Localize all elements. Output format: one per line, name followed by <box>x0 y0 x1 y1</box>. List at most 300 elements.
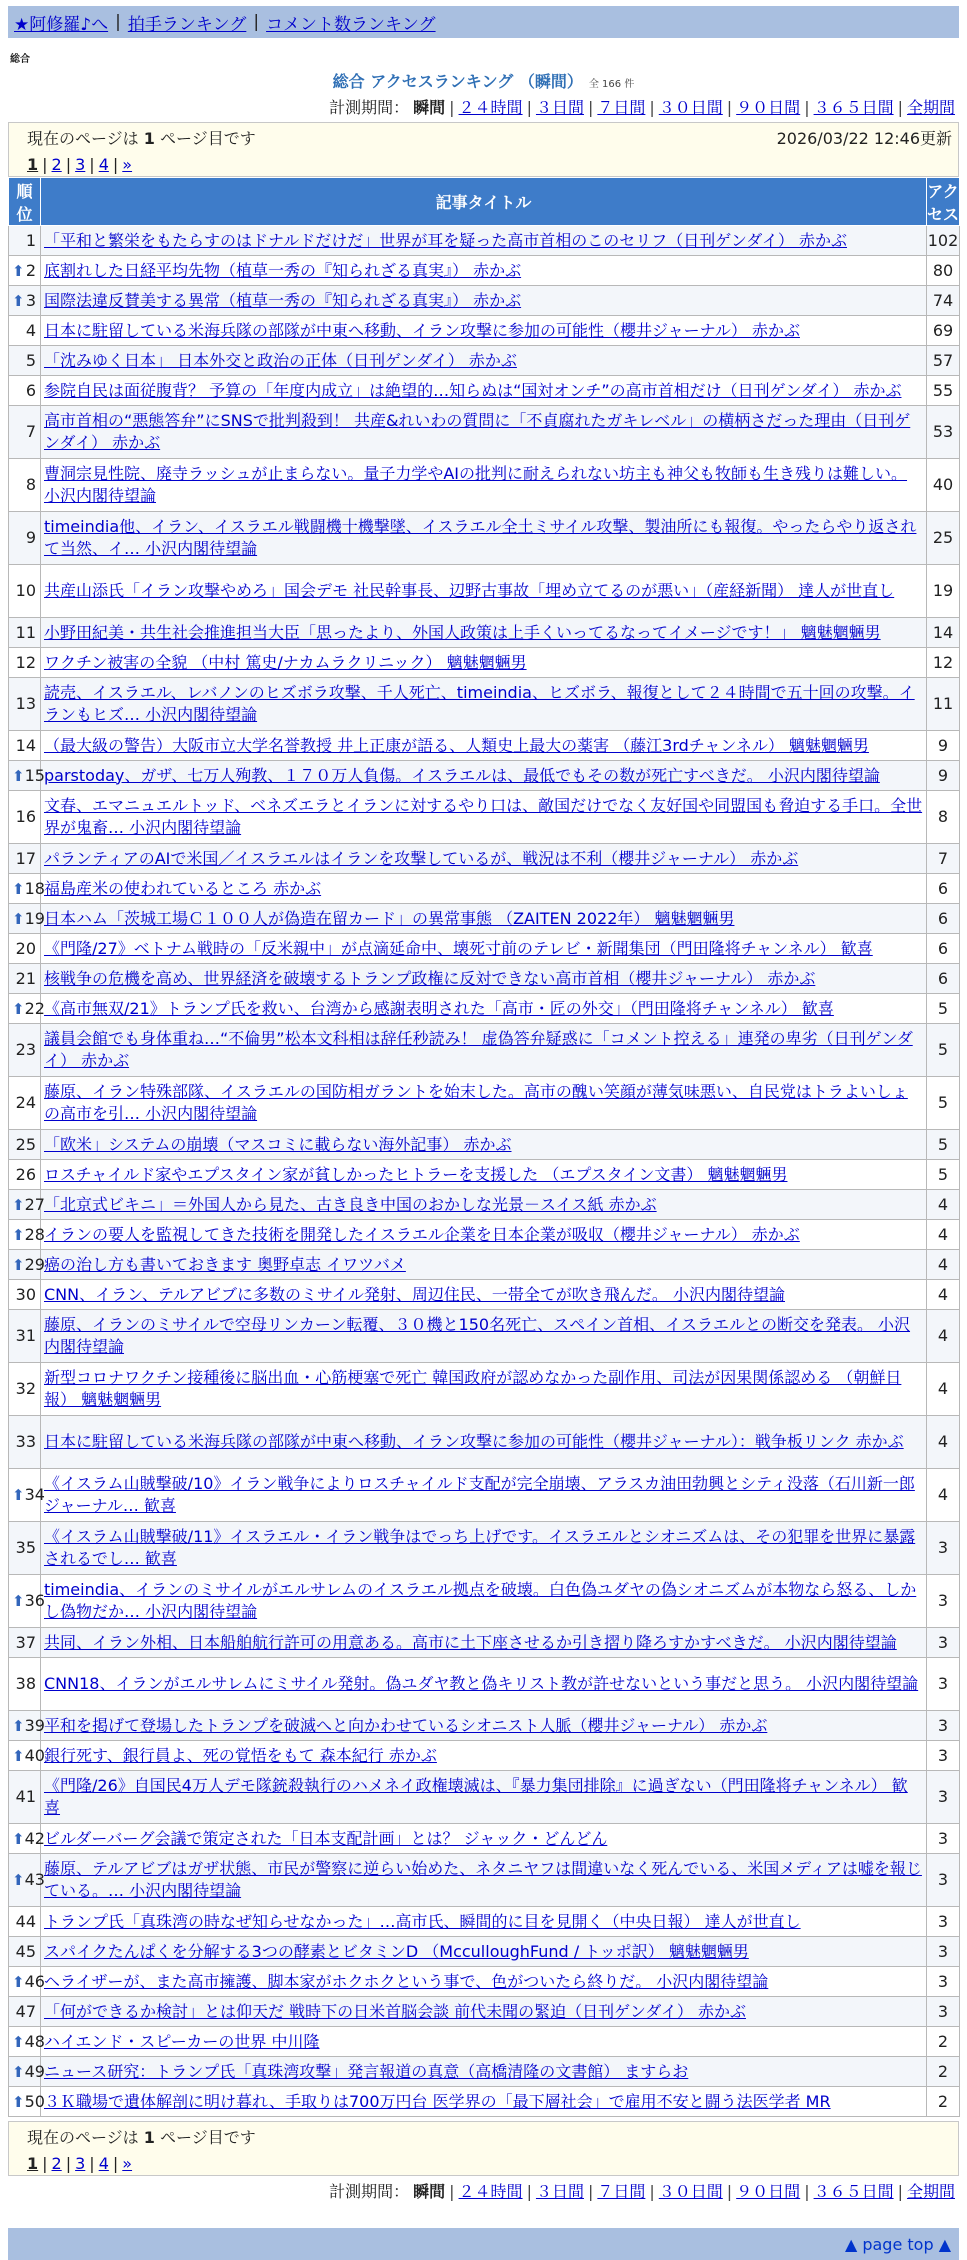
title-cell <box>41 316 927 346</box>
rank-up-arrow-icon: ⬆ <box>12 1746 25 1765</box>
title-cell <box>41 1077 927 1130</box>
article-link[interactable]: 日本に駐留している米海兵隊の部隊が中東へ移動、イラン攻撃に参加の可能性（櫻井ジャーナル）：戦争板リンク 赤かぶ <box>44 1432 904 1451</box>
access-count: 5 <box>927 1160 960 1190</box>
title-cell <box>41 1130 927 1160</box>
access-count: 4 <box>927 1363 960 1416</box>
period-selector-bottom <box>8 2179 959 2202</box>
title-cell <box>41 1024 927 1077</box>
rank-up-arrow-icon: ⬆ <box>12 999 25 1018</box>
table-row <box>9 1771 960 1824</box>
access-count: 69 <box>927 316 960 346</box>
table-row <box>9 1741 960 1771</box>
period-link[interactable]: ７日間 <box>597 2182 646 2201</box>
rank-number: 31 <box>15 1326 36 1345</box>
access-count: 102 <box>927 226 960 256</box>
rank-up-arrow-icon: ⬆ <box>12 2032 25 2051</box>
article-link[interactable]: 藤原、テルアビブはガザ状態、市民が警察に逆らい始めた、ネタニヤフは間違いなく死んでいる、米国メディアは嘘を報じている。… 小沢内閣待望論 <box>44 1859 922 1900</box>
article-link[interactable]: timeindia、イランのミサイルがエルサレムのイスラエル拠点を破壊。白色偽ユダヤの偽シオニズムが本物なら怒る、しかし偽物だか… 小沢内閣待望論 <box>44 1580 917 1621</box>
title-cell <box>41 934 927 964</box>
rank-cell <box>9 1658 41 1711</box>
period-separator: | <box>649 2182 655 2201</box>
title-cell <box>41 1824 927 1854</box>
table-row <box>9 2057 960 2087</box>
table-row <box>9 1220 960 1250</box>
access-count: 3 <box>927 1711 960 1741</box>
rank-cell <box>9 678 41 731</box>
rank-number: 6 <box>25 380 36 400</box>
rank-cell <box>9 648 41 678</box>
access-count: 57 <box>927 346 960 376</box>
period-separator: | <box>804 2182 810 2201</box>
article-link[interactable]: ビルダーバーグ会議で策定された「日本支配計画」とは？ ジャック・どんどん <box>44 1828 608 1848</box>
period-link[interactable]: ３日間 <box>535 98 584 117</box>
table-row <box>9 565 960 618</box>
access-count: 3 <box>927 1997 960 2027</box>
period-label: 計測期間： <box>329 98 410 117</box>
pager-next[interactable]: » <box>122 155 133 174</box>
title-cell <box>41 2027 927 2057</box>
article-link[interactable]: ニュース研究：トランプ氏「真珠湾攻撃」発言報道の真意（高橋清隆の文書館） ますらお <box>44 2061 689 2081</box>
article-link[interactable]: ３Ｋ職場で遺体解剖に明け暮れ、手取りは700万円台 医学界の「最下層社会」で雇用不安と闘う法医学者 MR <box>44 2091 831 2111</box>
access-count: 6 <box>927 874 960 904</box>
period-link[interactable]: 全期間 <box>906 2182 955 2201</box>
table-row <box>9 934 960 964</box>
article-link[interactable]: 《イスラム山賊撃破/10》イラン戦争によりロスチャイルド支配が完全崩壊、アラスカ油田勃興とシティ没落（石川新一郎ジャーナル… 歓喜 <box>44 1474 915 1515</box>
table-row <box>9 791 960 844</box>
rank-cell <box>9 1967 45 1997</box>
rank-number: 12 <box>15 652 36 672</box>
article-link[interactable]: 藤原、イラン特殊部隊、イスラエルの国防相ガラントを始末した。高市の醜い笑顔が薄気味悪い、自民党はトラよいしょの高市を引… 小沢内閣待望論 <box>44 1082 908 1123</box>
article-link[interactable]: ヘライザーが、また高市擁護、脚本家がホクホクという事で、色がついたら終りだ。 小沢内閣待望論 <box>44 1971 769 1991</box>
rank-up-arrow-icon: ⬆ <box>12 1716 25 1735</box>
period-link[interactable]: ３０日間 <box>658 2182 723 2201</box>
home-link[interactable]: ★阿修羅♪へ <box>14 14 109 35</box>
rank-number: 43 <box>24 1870 45 1889</box>
table-row <box>9 994 960 1024</box>
table-row <box>9 1937 960 1967</box>
rank-number: 27 <box>24 1194 45 1214</box>
period-link[interactable]: ３６５日間 <box>813 2182 894 2201</box>
title-cell <box>41 731 927 761</box>
access-count: 3 <box>927 1628 960 1658</box>
rank-cell <box>9 1160 41 1190</box>
access-count: 4 <box>927 1190 960 1220</box>
access-count: 4 <box>927 1280 960 1310</box>
title-cell <box>41 1854 927 1907</box>
title-cell <box>41 1363 927 1416</box>
rank-up-arrow-icon: ⬆ <box>12 2062 25 2081</box>
article-link[interactable]: 平和を掲げて登場したトランプを破滅へと向かわせているシオニスト人脈（櫻井ジャーナル） 赤かぶ <box>44 1715 768 1735</box>
access-count: 2 <box>927 2087 960 2117</box>
rank-cell <box>9 1077 41 1130</box>
article-link[interactable]: イランの要人を監視してきた技術を開発したイスラエル企業を日本企業が吸収（櫻井ジャーナル） 赤かぶ <box>44 1224 800 1244</box>
title-cell <box>41 1658 927 1711</box>
access-count: 74 <box>927 286 960 316</box>
period-separator: | <box>649 98 655 117</box>
rank-number: 48 <box>24 2031 45 2051</box>
status-box-bottom <box>8 2121 959 2176</box>
rank-number: 5 <box>25 350 36 370</box>
table-row <box>9 844 960 874</box>
period-label: 計測期間： <box>329 2182 410 2201</box>
article-link[interactable]: 「沈みゆく日本」 日本外交と政治の正体（日刊ゲンダイ） 赤かぶ <box>44 350 517 370</box>
article-link[interactable]: 《高市無双/21》トランプ氏を救い、台湾から感謝表明された「高市・匠の外交」（門田隆将チャンネル） 歓喜 <box>44 998 834 1018</box>
article-link[interactable]: 《門隆/27》ベトナム戦時の「反米親中」が点滴延命中、壊死寸前のテレビ・新聞集団（門田隆将チャンネル） 歓喜 <box>44 938 873 958</box>
rank-number: 37 <box>15 1632 36 1652</box>
article-link[interactable]: parstoday、ガザ、七万人殉教、１７０万人負傷。イスラエルは、最低でもその数が死亡すべきだ。 小沢内閣待望論 <box>44 765 880 785</box>
rank-cell <box>9 459 41 512</box>
page-title <box>8 69 959 92</box>
title-cell <box>41 1997 927 2027</box>
article-link[interactable]: トランプ氏「真珠湾の時なぜ知らせなかった」…高市氏、瞬間的に目を見開く（中央日報） 達人が世直し <box>44 1911 801 1931</box>
rank-cell <box>9 1416 41 1469</box>
article-link[interactable]: 底割れした日経平均先物（植草一秀の『知られざる真実』） 赤かぶ <box>44 260 522 280</box>
rank-cell <box>9 1997 41 2027</box>
period-separator: | <box>449 98 455 117</box>
rank-number: 39 <box>24 1715 45 1735</box>
title-cell <box>41 648 927 678</box>
period-link[interactable]: ７日間 <box>597 98 646 117</box>
period-separator: | <box>449 2182 455 2201</box>
access-count: 4 <box>927 1250 960 1280</box>
rank-number: 50 <box>24 2091 45 2111</box>
access-count: 40 <box>927 459 960 512</box>
pager-link[interactable]: 2 <box>51 2154 62 2173</box>
title-cell <box>41 1575 927 1628</box>
rank-up-arrow-icon: ⬆ <box>12 766 25 785</box>
rank-cell <box>9 1363 41 1416</box>
rank-number: 21 <box>15 968 36 988</box>
access-count: 6 <box>927 904 960 934</box>
rank-cell <box>9 316 41 346</box>
article-link[interactable]: 「北京式ビキニ」＝外国人から見た、古き良き中国のおかしな光景－スイス紙 赤かぶ <box>44 1194 657 1214</box>
access-count: 2 <box>927 2057 960 2087</box>
table-row <box>9 1907 960 1937</box>
article-link[interactable]: 読売、イスラエル、レバノンのヒズボラ攻撃、千人死亡、timeindia、ヒズボラ、報復として２４時間で五十回の攻撃。イランもヒズ… 小沢内閣待望論 <box>44 683 915 724</box>
period-separator: | <box>897 98 903 117</box>
article-link[interactable]: 銀行死す、銀行員よ、死の覚悟をもて 森本紀行 赤かぶ <box>44 1745 437 1765</box>
table-row <box>9 512 960 565</box>
title-cell <box>41 1250 927 1280</box>
table-row <box>9 1130 960 1160</box>
access-count: 3 <box>927 1771 960 1824</box>
rank-number: 17 <box>15 848 36 868</box>
rank-number: 8 <box>25 475 36 494</box>
period-link[interactable]: ９０日間 <box>736 2182 801 2201</box>
pager-link[interactable]: 3 <box>75 2154 86 2173</box>
item-count: 全 166 件 <box>588 79 635 90</box>
table-row <box>9 226 960 256</box>
rank-cell <box>9 1310 41 1363</box>
title-cell <box>41 904 927 934</box>
article-link[interactable]: 藤原、イランのミサイルで空母リンカーン転覆、３０機と150名死亡、スペイン首相、イスラエルとの断交を発表。 小沢内閣待望論 <box>44 1315 911 1356</box>
period-link[interactable]: ２４時間 <box>458 2182 523 2201</box>
access-count: 3 <box>927 1937 960 1967</box>
article-link[interactable]: 「平和と繁栄をもたらすのはドナルドだけだ」世界が耳を疑った高市首相のこのセリフ（日刊ゲンダイ） 赤かぶ <box>44 230 848 250</box>
rank-cell <box>9 618 41 648</box>
rank-number: 44 <box>15 1911 36 1931</box>
rank-cell <box>9 1628 41 1658</box>
pager-bottom: 1 | 2 | 3 | 4 | » <box>27 2154 133 2173</box>
access-count: 11 <box>927 678 960 731</box>
rank-cell <box>9 731 41 761</box>
title-cell <box>41 2057 927 2087</box>
rank-cell <box>9 256 41 286</box>
rank-cell <box>9 844 41 874</box>
title-cell <box>41 1220 927 1250</box>
table-row <box>9 1628 960 1658</box>
rank-up-arrow-icon: ⬆ <box>12 1225 25 1244</box>
article-link[interactable]: timeindia他、イラン、イスラエル戦闘機十機撃墜、イスラエル全土ミサイル攻撃、製油所にも報復。やったらやり返されて当然、イ… 小沢内閣待望論 <box>44 517 917 558</box>
period-separator: | <box>804 98 810 117</box>
access-count: 14 <box>927 618 960 648</box>
table-row <box>9 964 960 994</box>
title-cell <box>41 874 927 904</box>
article-link[interactable]: 「何ができるか検討」とは仰天だ 戦時下の日米首脳会談 前代未聞の緊迫（日刊ゲンダイ） 赤かぶ <box>44 2001 746 2021</box>
table-row <box>9 459 960 512</box>
access-count: 3 <box>927 1854 960 1907</box>
table-row <box>9 761 960 791</box>
article-link[interactable]: 文春、エマニュエルトッド、ベネズエラとイランに対するやり口は、敵国だけでなく友好国や同盟国も脅迫する手口。全世界が鬼畜… 小沢内閣待望論 <box>44 796 923 837</box>
title-cell <box>41 791 927 844</box>
article-link[interactable]: パランティアのAIで米国／イスラエルはイランを攻撃しているが、戦況は不利（櫻井ジャーナル） 赤かぶ <box>44 848 799 868</box>
period-link[interactable]: ３０日間 <box>658 98 723 117</box>
rank-cell <box>9 791 41 844</box>
period-separator: | <box>587 2182 594 2201</box>
rank-cell <box>9 1824 45 1854</box>
rank-up-arrow-icon: ⬆ <box>12 909 25 928</box>
pager-link[interactable]: 4 <box>98 155 109 174</box>
article-link[interactable]: 新型コロナワクチン接種後に脳出血・心筋梗塞で死亡 韓国政府が認めなかった副作用、司法が因果関係認める （朝鮮日報） 魑魅魍魎男 <box>44 1368 902 1409</box>
title-cell <box>41 1741 927 1771</box>
access-count: 9 <box>927 761 960 791</box>
nav-separator: | <box>253 12 260 32</box>
pager-top: 1 | 2 | 3 | 4 | » <box>27 155 133 174</box>
article-link[interactable]: 《門隆/26》自国民4万人デモ隊銃殺執行のハメネイ政権壊滅は、『暴力集団排除』に過ぎない（門田隆将チャンネル） 歓喜 <box>44 1776 908 1817</box>
access-count: 5 <box>927 994 960 1024</box>
title-header: 記事タイトル <box>41 178 927 226</box>
rank-number: 41 <box>15 1787 36 1806</box>
article-link[interactable]: ワクチン被害の全貌 （中村 篤史/ナカムラクリニック） 魑魅魍魎男 <box>44 652 527 672</box>
table-row <box>9 1469 960 1522</box>
rank-number: 40 <box>24 1745 45 1765</box>
rank-cell <box>9 376 41 406</box>
article-link[interactable]: 福島産米の使われているところ 赤かぶ <box>44 878 322 898</box>
table-row <box>9 1658 960 1711</box>
access-count: 5 <box>927 1024 960 1077</box>
table-row <box>9 731 960 761</box>
period-separator: | <box>526 98 532 117</box>
table-row <box>9 1854 960 1907</box>
period-link[interactable]: ３日間 <box>535 2182 584 2201</box>
article-link[interactable]: 国際法違反賛美する異常（植草一秀の『知られざる真実』） 赤かぶ <box>44 290 522 310</box>
rank-cell <box>9 1250 45 1280</box>
access-count: 80 <box>927 256 960 286</box>
article-link[interactable]: CNN18、イランがエルサレムにミサイル発射。偽ユダヤ教と偽キリスト教が許せないという事だと思う。 小沢内閣待望論 <box>44 1674 919 1693</box>
access-count: 3 <box>927 1658 960 1711</box>
clap-ranking-link[interactable]: 拍手ランキング <box>127 14 247 35</box>
article-link[interactable]: 核戦争の危機を高め、世界経済を破壊するトランプ政権に反対できない高市首相（櫻井ジャーナル） 赤かぶ <box>44 968 816 988</box>
period-link[interactable]: 全期間 <box>906 98 955 117</box>
period-link[interactable]: ３６５日間 <box>813 98 894 117</box>
nav-separator: | <box>115 12 121 32</box>
title-cell <box>41 1967 927 1997</box>
title-cell <box>41 226 927 256</box>
title-cell <box>41 1937 927 1967</box>
pager-current: 1 <box>27 2154 39 2173</box>
table-row <box>9 286 960 316</box>
category-label: 総合 <box>10 54 30 65</box>
access-count: 4 <box>927 1310 960 1363</box>
access-count: 3 <box>927 1522 960 1575</box>
title-cell <box>41 1280 927 1310</box>
rank-cell <box>9 964 41 994</box>
access-count: 53 <box>927 406 960 459</box>
period-separator: | <box>726 2182 733 2201</box>
period-separator: | <box>726 98 733 117</box>
rank-number: 19 <box>24 908 45 928</box>
article-link[interactable]: 共同、イラン外相、日本船舶航行許可の用意ある。高市に土下座させるか引き摺り降ろすかすべきだ。 小沢内閣待望論 <box>44 1632 897 1652</box>
table-row <box>9 406 960 459</box>
article-link[interactable]: 「欧米」システムの崩壊（マスコミに載らない海外記事） 赤かぶ <box>44 1134 512 1154</box>
page-top-link[interactable]: ▲ page top ▲ <box>844 2234 951 2254</box>
period-current: 瞬間 <box>413 2182 446 2201</box>
title-cell <box>41 1190 927 1220</box>
rank-cell <box>9 1711 45 1741</box>
rank-number: 23 <box>15 1040 36 1059</box>
article-link[interactable]: 日本ハム「茨城工場Ｃ１００人が偽造在留カード」の異常事態 （ZAITEN 2022年） 魑魅魍魎男 <box>44 908 735 928</box>
title-cell <box>41 1628 927 1658</box>
article-link[interactable]: 《イスラム山賊撃破/11》イスラエル・イラン戦争はでっち上げです。イスラエルとシオニズムは、その犯罪を世界に暴露されるでし… 歓喜 <box>44 1527 916 1568</box>
rank-number: 26 <box>15 1164 36 1184</box>
period-separator: | <box>587 98 594 117</box>
title-cell <box>41 406 927 459</box>
table-row <box>9 1363 960 1416</box>
title-cell <box>41 994 927 1024</box>
rank-number: 4 <box>25 320 36 340</box>
pager-link[interactable]: 2 <box>51 155 62 174</box>
table-row <box>9 1575 960 1628</box>
rank-number: 7 <box>25 422 36 441</box>
rank-cell <box>9 1937 41 1967</box>
access-count: 2 <box>927 2027 960 2057</box>
current-page-text: 現在のページは 1 ページ目です <box>27 129 256 148</box>
rank-up-arrow-icon: ⬆ <box>12 1592 25 1610</box>
rank-cell <box>9 1130 41 1160</box>
rank-number: 2 <box>25 260 36 280</box>
title-cell <box>41 2087 927 2117</box>
table-row <box>9 1997 960 2027</box>
rank-up-arrow-icon: ⬆ <box>12 1829 25 1848</box>
table-row <box>9 618 960 648</box>
rank-cell <box>9 406 41 459</box>
title-cell <box>41 256 927 286</box>
rank-number: 20 <box>15 938 36 958</box>
table-row <box>9 1310 960 1363</box>
article-link[interactable]: ロスチャイルド家やエプスタイン家が貧しかったヒトラーを支援した （エプスタイン文書） 魑魅魍魎男 <box>44 1164 788 1184</box>
rank-cell <box>9 1469 45 1522</box>
rank-cell <box>9 1907 41 1937</box>
rank-number: 29 <box>24 1254 45 1274</box>
comment-ranking-link[interactable]: コメント数ランキング <box>266 14 436 35</box>
rank-cell <box>9 346 41 376</box>
rank-cell <box>9 2027 45 2057</box>
page-title-text: 総合 アクセスランキング （瞬間） <box>332 72 583 91</box>
rank-cell <box>9 761 45 791</box>
rank-number: 9 <box>25 528 36 547</box>
pager-link[interactable]: 4 <box>98 2154 109 2173</box>
access-count: 25 <box>927 512 960 565</box>
period-link[interactable]: ２４時間 <box>458 98 523 117</box>
current-page-text: 現在のページは 1 ページ目です <box>27 2128 256 2147</box>
table-row <box>9 2087 960 2117</box>
rank-number: 49 <box>24 2061 45 2081</box>
article-link[interactable]: ハイエンド・スピーカーの世界 中川隆 <box>44 2031 320 2051</box>
article-link[interactable]: 高市首相の“悪態答弁”にSNSで批判殺到！ 共産&れいわの質問に「不貞腐れたガキレベル」の横柄さだった理由（日刊ゲンダイ） 赤かぶ <box>44 411 911 452</box>
title-cell <box>41 1907 927 1937</box>
table-row <box>9 1280 960 1310</box>
article-link[interactable]: 曹洞宗見性院、廃寺ラッシュが止まらない。量子力学やAIの批判に耐えられない坊主も神父も牧師も生き残りは難しい。 小沢内閣待望論 <box>44 464 908 505</box>
access-count: 6 <box>927 964 960 994</box>
article-link[interactable]: 癌の治し方も書いておきます 奥野卓志 イワツバメ <box>44 1254 406 1274</box>
ranking-table <box>8 177 960 2117</box>
period-selector-top <box>8 95 959 118</box>
title-cell <box>41 376 927 406</box>
article-link[interactable]: 議員会館でも身体重ね…“不倫男”松本文科相は辞任秒読み！ 虚偽答弁疑惑に「コメント控える」連発の卑劣（日刊ゲンダイ） 赤かぶ <box>44 1029 913 1070</box>
rank-cell <box>9 874 45 904</box>
pager-next[interactable]: » <box>122 2154 133 2173</box>
rank-cell <box>9 1024 41 1077</box>
rank-cell <box>9 904 45 934</box>
table-row <box>9 678 960 731</box>
article-link[interactable]: スパイクたんぱくを分解する3つの酵素とビタミンD （McculloughFund / トッポ訳） 魑魅魍魎男 <box>44 1941 749 1961</box>
access-count: 3 <box>927 1824 960 1854</box>
article-link[interactable]: 共産山添氏「イラン攻撃やめろ」国会デモ 社民幹事長、辺野古事故「埋め立てるのが悪い」（産経新聞） 達人が世直し <box>44 581 895 600</box>
title-cell <box>41 1469 927 1522</box>
access-count: 4 <box>927 1416 960 1469</box>
rank-number: 33 <box>15 1432 36 1451</box>
rank-number: 47 <box>15 2001 36 2021</box>
title-cell <box>41 761 927 791</box>
article-link[interactable]: 小野田紀美・共生社会推進担当大臣「思ったより、外国人政策は上手くいってるなってイメージです！」 魑魅魍魎男 <box>44 622 881 642</box>
title-cell <box>41 346 927 376</box>
updated-timestamp: 2026/03/22 12:46更新 <box>776 129 952 148</box>
title-cell <box>41 1771 927 1824</box>
table-row <box>9 648 960 678</box>
rank-number: 34 <box>24 1485 45 1504</box>
rank-cell <box>9 1854 45 1907</box>
period-link[interactable]: ９０日間 <box>736 98 801 117</box>
access-count: 8 <box>927 791 960 844</box>
table-row <box>9 874 960 904</box>
rank-up-arrow-icon: ⬆ <box>12 1195 25 1214</box>
article-link[interactable]: CNN、イラン、テルアビブに多数のミサイル発射、周辺住民、一帯全てが吹き飛んだ。 小沢内閣待望論 <box>44 1284 785 1304</box>
table-row <box>9 1711 960 1741</box>
access-count: 3 <box>927 1741 960 1771</box>
rank-number: 28 <box>24 1224 45 1244</box>
pager-link[interactable]: 3 <box>75 155 86 174</box>
table-row <box>9 1824 960 1854</box>
article-link[interactable]: 日本に駐留している米海兵隊の部隊が中東へ移動、イラン攻撃に参加の可能性（櫻井ジャーナル） 赤かぶ <box>44 320 800 340</box>
article-link[interactable]: 参院自民は面従腹背？ 予算の「年度内成立」は絶望的…知らぬは“国対オンチ”の高市首相だけ（日刊ゲンダイ） 赤かぶ <box>44 380 902 400</box>
table-row <box>9 1077 960 1130</box>
access-count: 9 <box>927 731 960 761</box>
rank-up-arrow-icon: ⬆ <box>12 1871 25 1889</box>
article-link[interactable]: （最大級の警告）大阪市立大学名誉教授 井上正康が語る、人類史上最大の薬害 （藤江3rdチャンネル） 魑魅魍魎男 <box>44 735 869 755</box>
title-cell <box>41 618 927 648</box>
title-cell <box>41 1310 927 1363</box>
table-row <box>9 1190 960 1220</box>
